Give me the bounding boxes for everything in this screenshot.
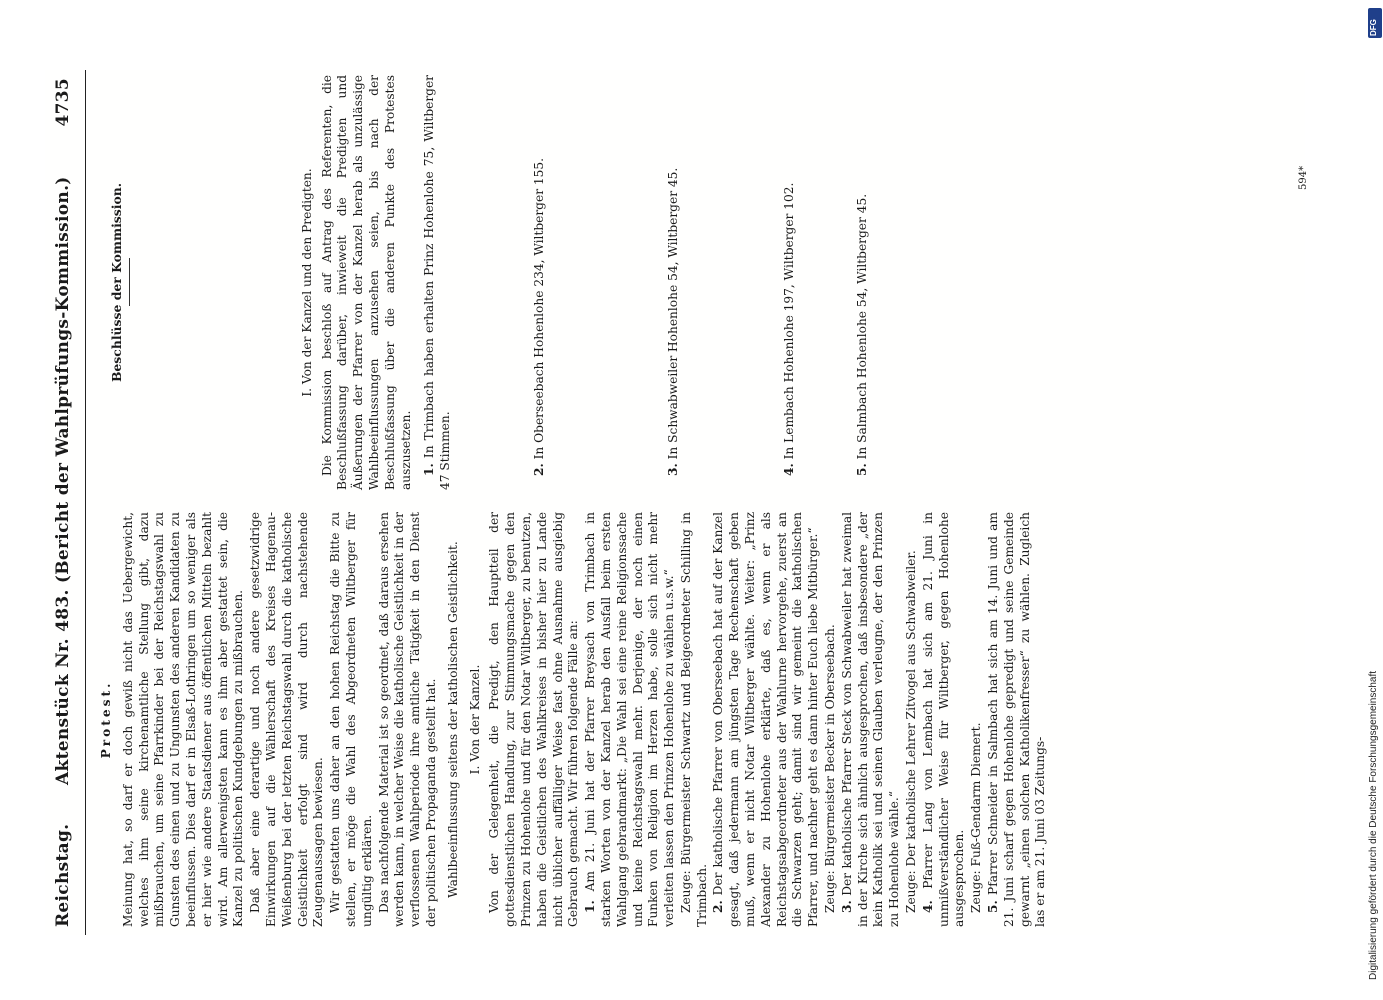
result-number: 3. [665,463,680,476]
case-paragraph [583,512,678,927]
case-paragraph [711,512,822,927]
paragraph: Daß aber eine derartige und noch andere gesetzwidrige Einwirkungen auf die Wählerschaft des Kreises Hagenau-Weißenburg bei der letzten Reichstagswahl durch die katholische Geistlichkeit erfolgt sind wird durch nachstehende Zeugenaussagen bewiesen. [248,512,326,927]
case-text: Am 21. Juni hat der Pfarrer Breysach von Trimbach in starken Worten von der Kanzel herab den Ausfall beim ersten Wahlgang gebrandmarkt: „Die Wahl sei eine reine Religionssache und keine Reichstagswahl mehr. Derjenige, der noch einen Funken von Religion im Herzen habe, solle sich nicht mehr verleiten lassen den Prinzen Hohenlohe zu wählen u.s.w.“ [583,512,677,927]
result-number: 4. [781,463,796,476]
case-paragraph [921,512,968,927]
result-line [666,75,682,490]
case-number: 4. [920,900,935,913]
digitization-note: Digitalisierung gefördert durch die Deutsche Forschungsgemeinschaft [1368,670,1379,980]
header-aktenstueck: Aktenstück Nr. 483. (Bericht der Wahlprüfungs-Kommission.) [53,176,73,785]
case-number: 2. [711,900,726,913]
sheet-signature: 594* [1298,165,1309,190]
case-paragraph [986,512,1049,927]
result-text: In Lembach Hohenlohe 197, Wiltberger 102. [781,182,796,460]
title-rule [129,259,130,307]
rotated-document-page [45,70,1305,935]
case-number: 3. [839,900,854,913]
page-number: 4735 [53,78,73,127]
result-text: In Oberseebach Hohenlohe 234, Wiltberger 155. [531,157,546,460]
result-text: In Schwabweiler Hohenlohe 54, Wiltberger 45. [665,167,680,460]
case-text: Pfarrer Lang von Lembach hat sich am 21. Juni in unmißverständlicher Weise für Wiltberger, gegen Hohenlohe ausgesprochen. [920,511,967,927]
paragraph: Die Kommission beschloß auf Antrag des Referenten, die Beschlußfassung darüber, inwieweit die Predigten und Äußerungen der Pfarrer von der Kanzel herab als unzulässige Wahlbeeinflussungen anzusehen seien, bis nach der Beschlußfassung über die anderen Punkte des Protestes auszusetzen. [319,75,413,490]
right-column [97,75,1305,490]
section-title: Wahlbeeinflussung seitens der katholischen Geistlichkeit. [445,541,460,898]
section-heading: I. Von der Kanzel und den Predigten. [299,168,314,397]
witness-line: Zeuge: Bürgermeister Schwartz und Beigeordneter Schilling in Trimbach. [678,512,709,927]
section-heading: I. Von der Kanzel. [467,664,482,775]
result-number: 2. [531,463,546,476]
case-text: Der katholische Pfarrer von Oberseebach hat auf der Kanzel gesagt, daß jedermann am jüngsten Tage Rechenschaft geben muß, wenn er nicht Notar Wiltberger wählte. Weiter: „Prinz Alexander zu Hohenlohe erklärte, daß es, wenn er als Reichstagsabgeordneter aus der Wahlurne hervorgehe, zuerst an die Schwarzen geht; damit sind wir gemeint die katholischen Pfarrer, und nachher geht es dann hinter Euch liebe Mitbürger.“ [711,512,821,927]
case-number: 5. [986,900,1001,913]
left-column [97,512,1305,927]
result-text: In Salmbach Hohenlohe 54, Wiltberger 45. [855,193,870,460]
case-paragraph [840,512,903,927]
result-number: 1. [422,463,437,476]
page-header [45,70,86,935]
witness-line: Zeuge: Fuß-Gendarm Diemert. [969,722,984,913]
dfg-logo: DFG [1368,8,1382,38]
result-line [782,75,798,490]
protest-heading: Protest. [99,680,113,759]
result-line [532,75,548,490]
case-number: 1. [583,900,598,913]
case-text: Pfarrer Schneider in Salmbach hat sich am 14. Juni und am 21. Juni scharf gegen Hohenlohe gepredigt und seine Gemeinde gewarnt „einen solchen Katholikenfresser“ zu wählen. Zugleich las er am 21. Juni 03 Zeitungs- [986,512,1048,927]
witness-line: Zeuge: Bürgermeister Becker in Oberseebach. [823,624,838,913]
paragraph: Meinung hat, so darf er doch gewiß nicht das Uebergewicht, welches ihm seine kirchenamtliche Stellung gibt, dazu mißbrauchen, um seine Pfarrkinder bei der Reichstagswahl zu Gunsten des einen und zu Ungunsten des anderen Kandidaten zu beeinflussen. Dies darf er in Elsaß-Lothringen um so weniger als er hier wie andere Staatsdiener aus öffentlichen Mitteln bezahlt wird. Am allerwenigsten kann es ihm aber gestattet sein, die Kanzel zu politischen Kundgebungen zu mißbrauchen. [120,512,246,927]
resolutions-title: Beschlüsse der Kommission. [109,182,124,383]
result-text: In Trimbach haben erhalten Prinz Hohenlohe 75, Wiltberger 47 Stimmen. [422,75,453,490]
witness-line: Zeuge: Der katholische Lehrer Zitvogel aus Schwabweiler. [904,550,919,913]
header-reichstag: Reichstag. [53,823,73,927]
result-number: 5. [855,463,870,476]
paragraph: Von der Gelegenheit, die Predigt, den Hauptteil der gottesdienstlichen Handlung, zur Stimmungsmache gegen den Prinzen zu Hohenlohe und für den Notar Wiltberger, zu benutzen, haben die Geistlichen des Wahlkreises in bisher hier zu Lande nicht üblicher auffälliger Weise fast ohne Ausnahme ausgiebig Gebrauch gemacht. Wir führen folgende Fälle an: [487,512,581,927]
case-text: Der katholische Pfarrer Steck von Schwabweiler hat zweimal in der Kirche sich ähnlich ausgesprochen, daß insbesondere „der kein Katholik sei und seinen Glauben verleugne, der den Prinzen zu Hohenlohe wähle.“ [839,511,902,927]
paragraph: Wir gestatten uns daher an den hohen Reichstag die Bitte zu stellen, er möge die Wahl des Abgeordneten Wiltberger für ungültig erklären. [328,512,374,927]
paragraph: Das nachfolgende Material ist so geordnet, daß daraus ersehen werden kann, in welcher Weise die katholische Geistlichkeit in der verflossenen Wahlperiode ihre amtliche Tätigkeit in den Dienst der politischen Propaganda gestellt hat. [376,512,438,927]
result-line [422,75,454,490]
result-line [855,75,871,490]
